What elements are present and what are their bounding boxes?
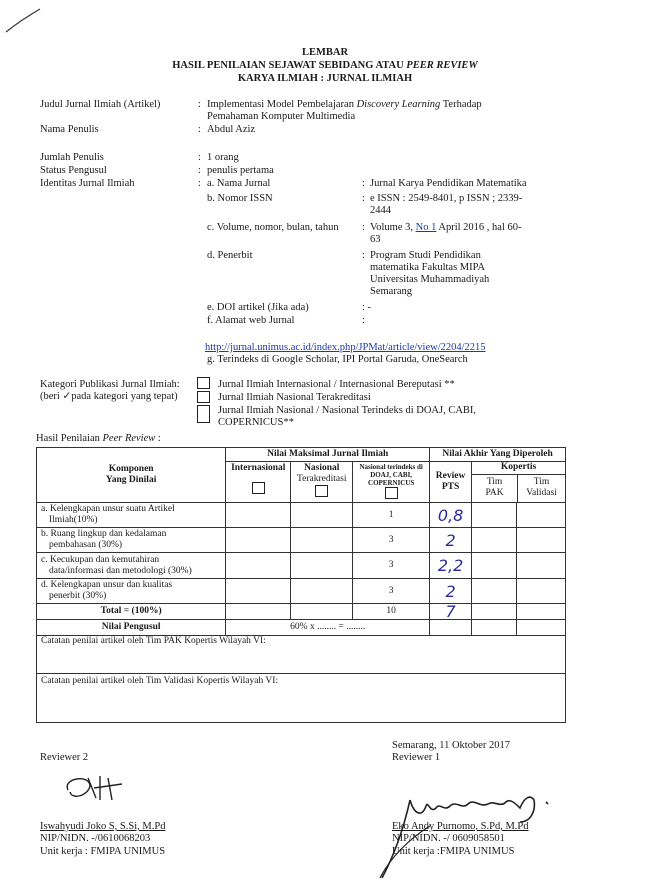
colon: : <box>362 193 365 204</box>
table-row: c. Kecukupan dan kemutahiran data/informasi dan metodologi (30%) 3 2,2 <box>37 553 566 579</box>
review-heading: Hasil Penilaian Peer Review : <box>36 433 161 444</box>
reviewer2-nip: NIP/NIDN. -/0610068203 <box>40 833 151 844</box>
colon: : <box>198 152 201 163</box>
total-row: Total = (100%) 10 7 <box>37 604 566 620</box>
issn-value: e ISSN : 2549-8401, p ISSN ; 2339- 2444 <box>370 193 523 216</box>
web-label: f. Alamat web Jurnal <box>207 315 295 326</box>
issue-link[interactable]: No 1 <box>415 222 437 233</box>
table-row: d. Kelengkapan unsur dan kualitas penerbit (30%) 3 2 <box>37 579 566 604</box>
col-terindeks: Nasional terindeks di DOAJ, CABI, COPERNICUS <box>353 462 430 503</box>
col-max: Nilai Maksimal Jurnal Ilmiah <box>226 448 430 462</box>
col-kopertis: Kopertis Tim PAK Tim Validasi <box>472 462 566 503</box>
doc-title-line2: HASIL PENILAIAN SEJAWAT SEBIDANG ATAU PEER REVIEW <box>172 60 478 71</box>
colon: : <box>362 222 365 233</box>
col-internasional: Internasional <box>226 462 291 503</box>
penerbit-value: Program Studi Pendidikan matematika Fakultas MIPA Universitas Muhammadiyah Semarang <box>370 250 490 297</box>
reviewer1-unit: Unit kerja :FMIPA UNIMUS <box>392 846 515 857</box>
score-a: 0,8 <box>430 503 472 528</box>
score-d: 2 <box>430 579 472 604</box>
col-tim-pak: Tim PAK <box>472 475 518 502</box>
identitas-label: Identitas Jurnal Ilmiah <box>40 178 135 189</box>
nama-jurnal-label: a. Nama Jurnal <box>207 178 271 189</box>
score-total: 7 <box>430 604 472 620</box>
penulis-value: Abdul Aziz <box>207 124 256 135</box>
table-row: a. Kelengkapan unsur suatu Artikel Ilmiah(10%) 1 0,8 <box>37 503 566 528</box>
kategori-checkbox-internasional[interactable] <box>197 377 210 392</box>
colon: : <box>362 250 365 261</box>
note-tim-pak: Catatan penilai artikel oleh Tim PAK Kopertis Wilayah VI: <box>36 634 566 674</box>
judul-label: Judul Jurnal Ilmiah (Artikel) <box>40 99 161 110</box>
checkbox-terindeks[interactable] <box>385 487 398 499</box>
kategori-opt-terindeks: Jurnal Ilmiah Nasional / Nasional Terindeks di DOAJ, CABI, COPERNICUS** <box>218 405 477 428</box>
doc-title-line1: LEMBAR <box>301 47 349 58</box>
doc-title-line3: KARYA ILMIAH : JURNAL ILMIAH <box>237 73 413 84</box>
indexed-text: g. Terindeks di Google Scholar, IPI Portal Garuda, OneSearch <box>207 354 468 365</box>
judul-value: Implementasi Model Pembelajaran Discovery Learning Terhadap Pemahaman Komputer Multimedia <box>207 99 482 122</box>
kategori-opt-internasional: Jurnal Ilmiah Internasional / Internasional Bereputasi ** <box>218 379 455 390</box>
score-table <box>36 447 566 636</box>
table-row: b. Ruang lingkup dan kedalaman pembahasan (30%) 3 2 <box>37 528 566 553</box>
volume-value: Volume 3, No 1 April 2016 , hal 60- 63 <box>370 222 522 245</box>
pen-mark <box>4 6 44 36</box>
jumlah-label: Jumlah Penulis <box>40 152 104 163</box>
place-date: Semarang, 11 Oktober 2017 <box>392 740 511 751</box>
colon: : <box>198 124 201 135</box>
reviewer1-nip: NIP/NIDN. -/ 0609058501 <box>392 833 505 844</box>
colon: : <box>198 165 201 176</box>
checkbox-nasional[interactable] <box>315 485 328 497</box>
status-value: penulis pertama <box>207 165 274 176</box>
nama-jurnal-value: Jurnal Karya Pendidikan Matematika <box>370 178 527 189</box>
pengusul-row: Nilai Pengusul 60% x ........ = ........ <box>37 620 566 636</box>
kategori-checkbox-terindeks[interactable] <box>197 405 210 426</box>
kategori-label: Kategori Publikasi Jurnal Ilmiah: (beri ✓pada kategori yang tepat) <box>40 379 180 402</box>
colon: : <box>362 178 365 189</box>
penulis-label: Nama Penulis <box>40 124 99 135</box>
col-tim-validasi: Tim Validasi <box>526 477 557 498</box>
reviewer1-name: Eko Andy Purnomo, S.Pd, M.Pd <box>392 821 529 832</box>
reviewer1-title: Reviewer 1 <box>392 752 441 763</box>
col-nasional: Nasional Terakreditasi <box>291 462 353 503</box>
col-review-pts: Review PTS <box>430 462 472 503</box>
colon: : <box>362 315 365 326</box>
jumlah-value: 1 orang <box>207 152 239 163</box>
journal-url-link[interactable]: http://jurnal.unimus.ac.id/index.php/JPMat/article/view/2204/2215 <box>205 342 486 353</box>
issn-label: b. Nomor ISSN <box>207 193 273 204</box>
checkbox-internasional[interactable] <box>252 482 265 494</box>
doi-label: e. DOI artikel (Jika ada) <box>207 302 309 313</box>
colon: : <box>198 99 201 110</box>
score-b: 2 <box>430 528 472 553</box>
doi-value: : - <box>362 302 372 313</box>
reviewer2-name: Iswahyudi Joko S, S.Si, M.Pd <box>40 821 166 832</box>
note-tim-validasi: Catatan penilai artikel oleh Tim Validasi Kopertis Wilayah VI: <box>36 674 566 723</box>
reviewer2-title: Reviewer 2 <box>40 752 89 763</box>
volume-label: c. Volume, nomor, bulan, tahun <box>207 222 339 233</box>
colon: : <box>198 178 201 189</box>
score-c: 2,2 <box>430 553 472 579</box>
status-label: Status Pengusul <box>40 165 107 176</box>
col-komponen: Komponen Yang Dinilai <box>37 448 226 503</box>
penerbit-label: d. Penerbit <box>207 250 253 261</box>
col-akhir: Nilai Akhir Yang Diperoleh <box>430 448 566 462</box>
reviewer2-signature <box>60 770 130 806</box>
reviewer2-unit: Unit kerja : FMIPA UNIMUS <box>40 846 166 857</box>
kategori-opt-terakreditasi: Jurnal Ilmiah Nasional Terakreditasi <box>218 392 371 403</box>
kategori-checkbox-terakreditasi[interactable] <box>197 391 210 406</box>
